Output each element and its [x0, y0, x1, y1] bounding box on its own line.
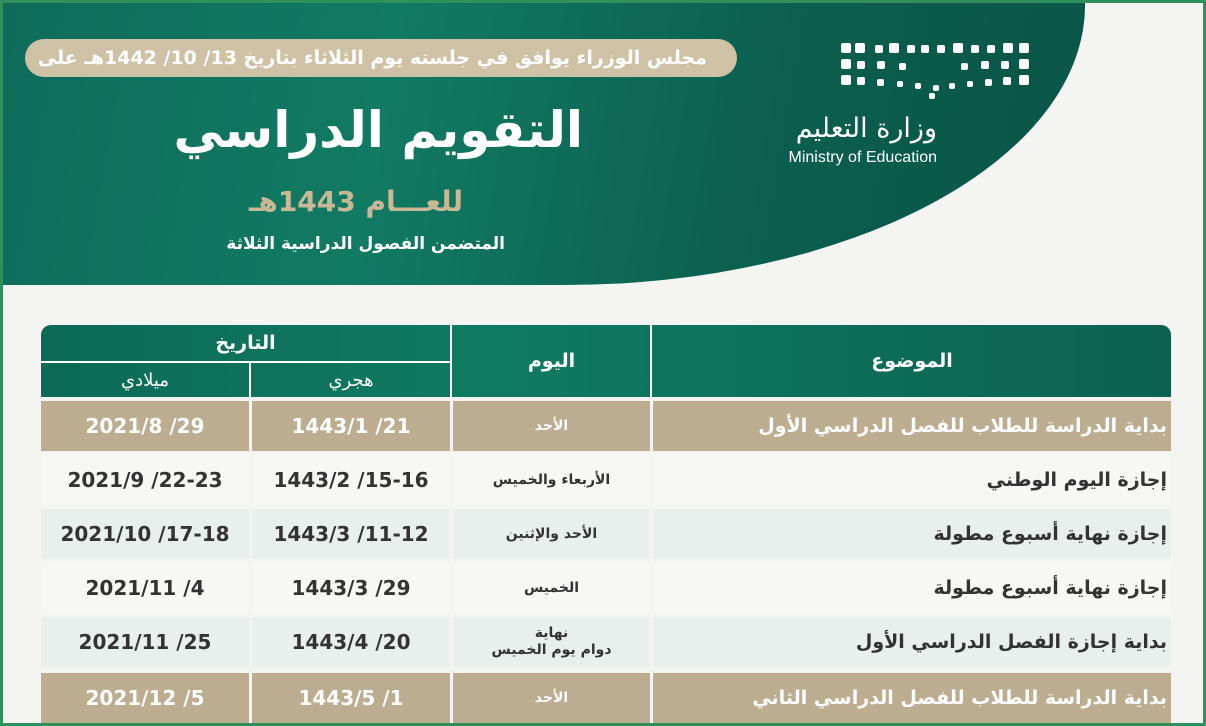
table-row: [41, 509, 1171, 559]
row-day: الأربعاء والخميس: [453, 455, 650, 505]
row-gregorian-date: 22-23/ 2021/9: [41, 455, 249, 505]
table-row: [41, 673, 1171, 723]
row-day: الأحد: [453, 673, 650, 723]
header-divider: [41, 361, 450, 363]
row-hijri-date: 15-16/ 1443/2: [252, 455, 450, 505]
row-gregorian-date: 4/ 2021/11: [41, 563, 249, 613]
row-hijri-date: 1/ 1443/5: [252, 673, 450, 723]
header-divider: [650, 325, 652, 397]
row-gregorian-date: 5/ 2021/12: [41, 673, 249, 723]
header-gregorian: ميلادي: [121, 369, 169, 391]
row-day: الخميس: [453, 563, 650, 613]
header-date: التاريخ: [215, 332, 276, 354]
resolution-pill: [25, 39, 737, 77]
row-subject: إجازة نهاية أسبوع مطولة: [653, 509, 1171, 559]
semesters-subtitle: المتضمن الفصول الدراسية الثلاثة: [226, 234, 505, 254]
year-subtitle: للعـــام 1443هـ: [248, 185, 463, 218]
row-hijri-date: 29/ 1443/3: [252, 563, 450, 613]
row-day: الأحد: [453, 401, 650, 451]
row-hijri-date: 11-12/ 1443/3: [252, 509, 450, 559]
calendar-table: [41, 325, 1171, 725]
row-subject: إجازة اليوم الوطني: [653, 455, 1171, 505]
row-subject: إجازة نهاية أسبوع مطولة: [653, 563, 1171, 613]
ministry-name-ar: وزارة التعليم: [795, 113, 937, 144]
table-row: [41, 401, 1171, 451]
header-subject: الموضوع: [871, 350, 953, 372]
header-divider: [249, 363, 251, 397]
table-row: [41, 617, 1171, 667]
row-day: نهاية دوام يوم الخميس: [453, 617, 650, 667]
header-hijri: هجري: [328, 369, 374, 391]
row-subject: بداية الدراسة للطلاب للفصل الدراسي الثاني: [653, 673, 1171, 723]
ministry-name-en: Ministry of Education: [788, 149, 937, 166]
ministry-dots-logo-icon: [841, 43, 1031, 99]
row-subject: بداية إجازة الفصل الدراسي الأول: [653, 617, 1171, 667]
row-subject: بداية الدراسة للطلاب للفصل الدراسي الأول: [653, 401, 1171, 451]
resolution-text: مجلس الوزراء يوافق في جلسته يوم الثلاثاء بتاريخ 13/ 10/ 1442هـ على: [37, 47, 707, 69]
row-day: الأحد والإثنين: [453, 509, 650, 559]
table-row: [41, 455, 1171, 505]
table-row: [41, 563, 1171, 613]
row-hijri-date: 20/ 1443/4: [252, 617, 450, 667]
row-gregorian-date: 29/ 2021/8: [41, 401, 249, 451]
page-title: التقويم الدراسي: [173, 101, 583, 159]
header-divider: [450, 325, 452, 397]
row-gregorian-date: 17-18/ 2021/10: [41, 509, 249, 559]
row-gregorian-date: 25/ 2021/11: [41, 617, 249, 667]
header-day: اليوم: [527, 350, 576, 372]
table-header: [41, 325, 1171, 397]
row-hijri-date: 21/ 1443/1: [252, 401, 450, 451]
